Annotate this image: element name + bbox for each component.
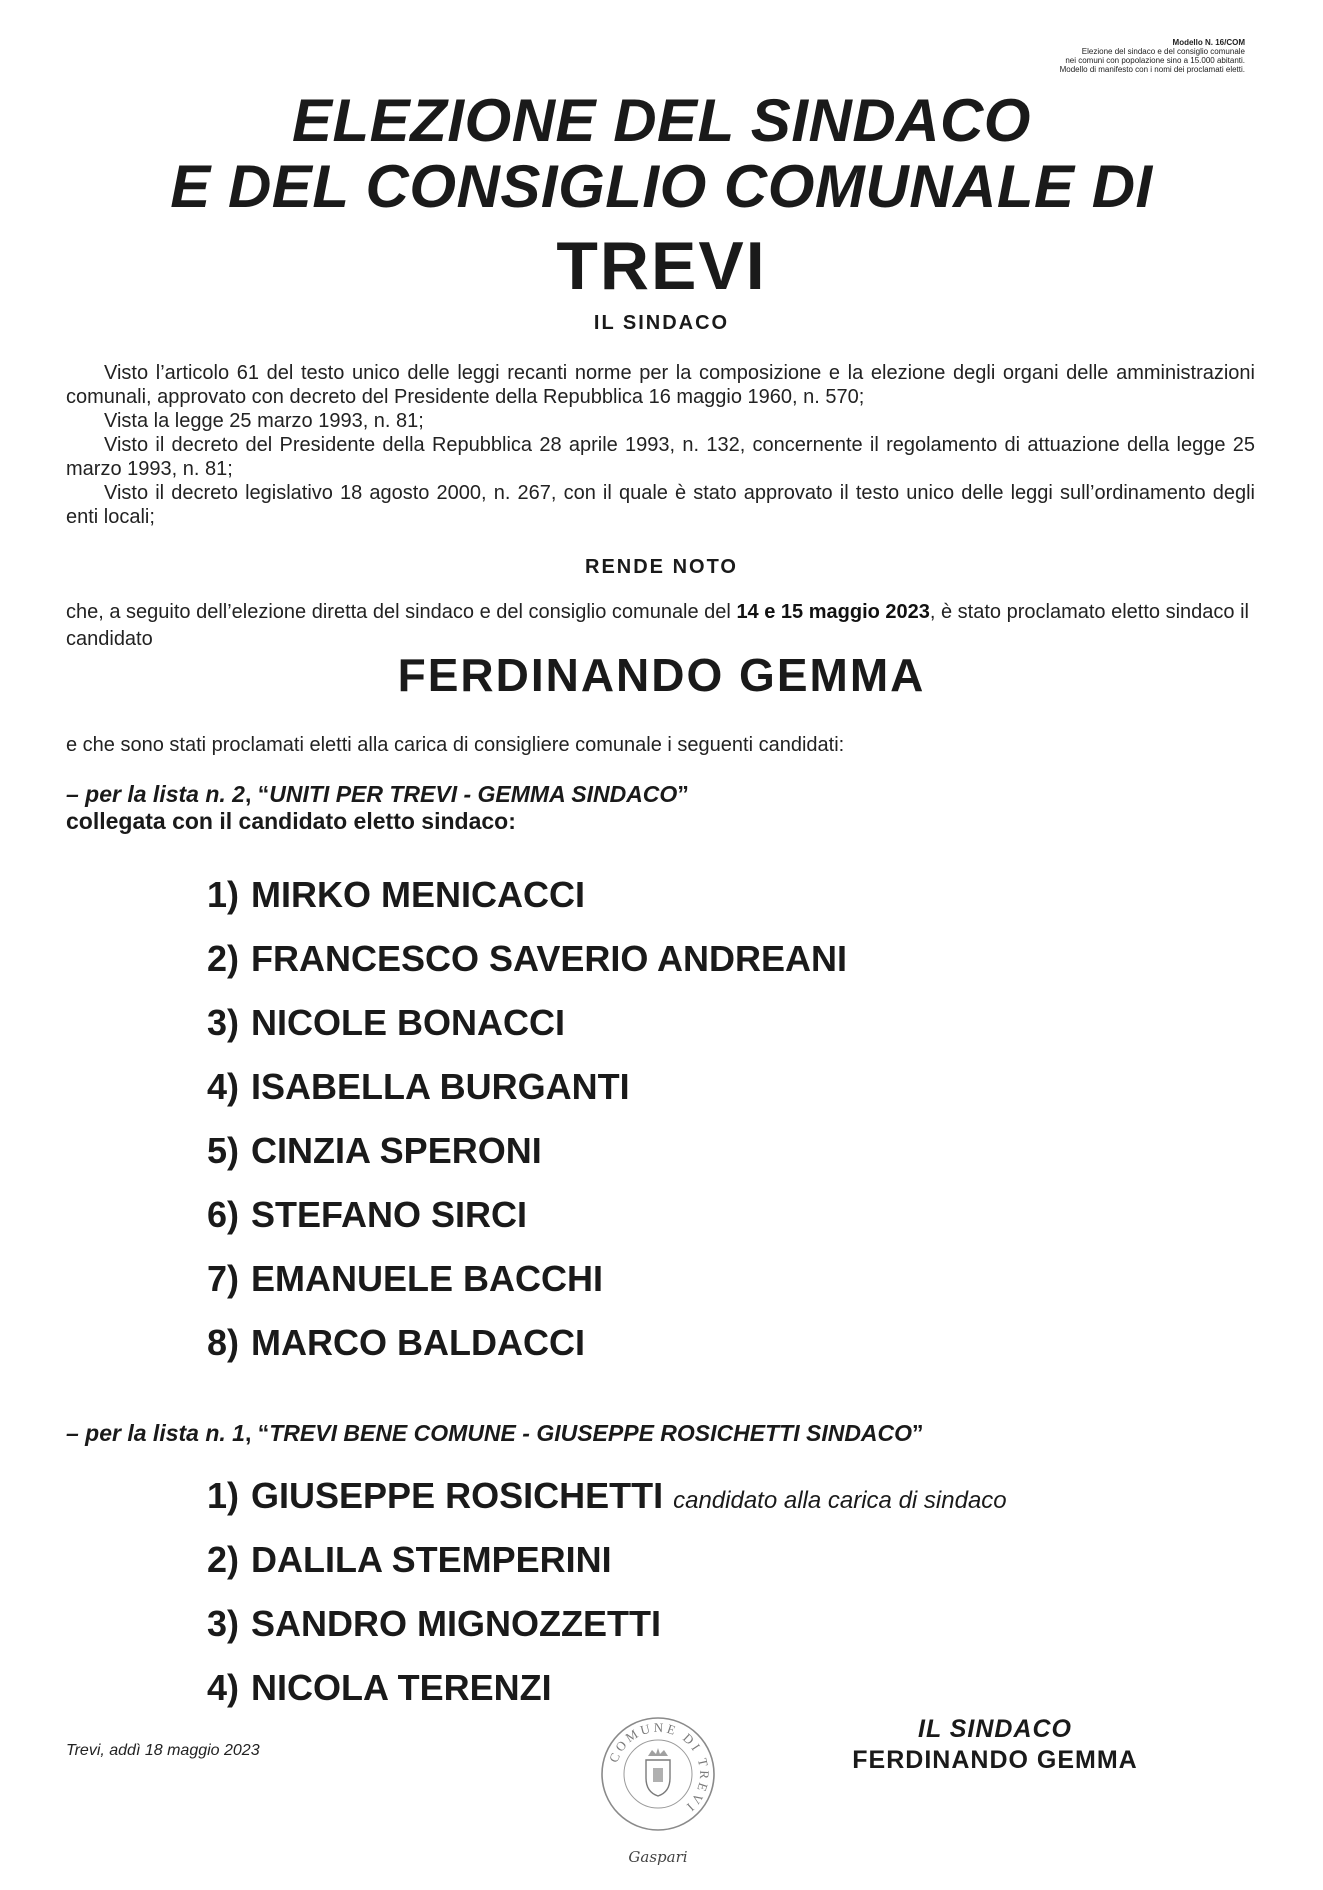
printer-mark: Gaspari <box>628 1848 688 1866</box>
candidate-item <box>207 927 847 991</box>
list-1-candidates <box>207 1464 1007 1720</box>
preamble-paragraph: Visto l’articolo 61 del testo unico delle leggi recanti norme per la composizione e la elezione degli organi delle amministrazioni comunali, approvato con decreto del Presidente della Repubblica 16 maggio 1960, n. 570; <box>66 362 1255 408</box>
election-title-line: E DEL CONSIGLIO COMUNALE DI <box>170 153 1153 220</box>
list-1-title <box>66 1420 924 1447</box>
list-2-title <box>66 781 689 808</box>
candidate-number: 1) <box>207 1475 240 1516</box>
candidate-name: GIUSEPPE ROSICHETTI <box>251 1475 664 1516</box>
candidate-number: 3) <box>207 1002 240 1043</box>
candidate-name: DALILA STEMPERINI <box>251 1539 612 1580</box>
candidate-number: 3) <box>207 1603 240 1644</box>
candidate-item <box>207 863 847 927</box>
list-1-quote-close: ” <box>912 1420 924 1446</box>
model-code-line: Elezione del sindaco e del consiglio comunale <box>1081 47 1245 56</box>
candidate-name: MARCO BALDACCI <box>251 1322 585 1363</box>
signature-name: FERDINANDO GEMMA <box>852 1746 1138 1774</box>
candidate-item <box>207 1119 847 1183</box>
signature-block <box>810 1714 1180 1776</box>
coat-of-arms-icon <box>646 1748 670 1796</box>
model-code-title: Modello N. 16/COM <box>1172 38 1245 47</box>
election-title-line: ELEZIONE DEL SINDACO <box>292 87 1031 154</box>
candidate-name: NICOLE BONACCI <box>251 1002 566 1043</box>
candidate-number: 6) <box>207 1194 240 1235</box>
candidate-note: candidato alla carica di sindaco <box>673 1487 1007 1514</box>
candidate-item <box>207 1656 1007 1720</box>
candidate-name: FRANCESCO SAVERIO ANDREANI <box>251 938 848 979</box>
announcement-text <box>66 599 1255 653</box>
municipal-seal <box>596 1712 720 1872</box>
candidate-number: 1) <box>207 874 240 915</box>
announcement-text-after: , è stato proclamato eletto sindaco il candidato <box>66 601 1249 650</box>
town-name: TREVI <box>556 228 767 304</box>
issuer-label: IL SINDACO <box>593 312 730 334</box>
candidate-number: 4) <box>207 1667 240 1708</box>
candidate-number: 4) <box>207 1066 240 1107</box>
list-2-quote-open: , “ <box>244 781 270 807</box>
legal-preamble <box>66 361 1255 529</box>
list-2-candidates <box>207 863 847 1375</box>
preamble-paragraph: Visto il decreto del Presidente della Repubblica 28 aprile 1993, n. 132, concernente il regolamento di attuazione della legge 25 marzo 1993, n. 81; <box>66 434 1255 480</box>
candidate-number: 8) <box>207 1322 240 1363</box>
model-code-notice <box>965 38 1245 74</box>
election-title <box>0 88 1323 220</box>
candidate-name: NICOLA TERENZI <box>251 1667 552 1708</box>
list-2-quote-close: ” <box>677 781 689 807</box>
candidate-name: MIRKO MENICACCI <box>251 874 585 915</box>
model-code-line: nei comuni con popolazione sino a 15.000 abitanti. <box>1065 56 1245 65</box>
candidate-item <box>207 1592 1007 1656</box>
signature-role: IL SINDACO <box>918 1715 1072 1743</box>
candidate-name: SANDRO MIGNOZZETTI <box>251 1603 661 1644</box>
candidate-number: 7) <box>207 1258 240 1299</box>
elected-councillors-intro: e che sono stati proclamati eletti alla carica di consigliere comunale i seguenti candidati: <box>66 734 845 756</box>
candidate-name: STEFANO SIRCI <box>251 1194 528 1235</box>
seal-text: COMUNE DI TREVI <box>605 1719 713 1817</box>
model-code-line: Modello di manifesto con i nomi dei proclamati eletti. <box>1059 65 1245 74</box>
list-1-prefix: – per la lista n. 1 <box>66 1420 245 1446</box>
candidate-number: 2) <box>207 938 240 979</box>
place-and-date: Trevi, addì 18 maggio 2023 <box>66 1742 260 1759</box>
preamble-paragraph: Visto il decreto legislativo 18 agosto 2000, n. 267, con il quale è stato approvato il testo unico delle leggi sull’ordinamento degli enti locali; <box>66 482 1255 528</box>
candidate-item <box>207 1311 847 1375</box>
list-2-name: UNITI PER TREVI - GEMMA SINDACO <box>269 781 678 807</box>
candidate-number: 5) <box>207 1130 240 1171</box>
candidate-name: CINZIA SPERONI <box>251 1130 542 1171</box>
candidate-name: ISABELLA BURGANTI <box>251 1066 630 1107</box>
candidate-item <box>207 1528 1007 1592</box>
candidate-item <box>207 1464 1007 1528</box>
candidate-item <box>207 1183 847 1247</box>
list-1-name: TREVI BENE COMUNE - GIUSEPPE ROSICHETTI SINDACO <box>269 1420 913 1446</box>
rende-noto-label: RENDE NOTO <box>585 556 738 578</box>
elected-mayor-name: FERDINANDO GEMMA <box>397 649 926 701</box>
announcement-text-before: che, a seguito dell’elezione diretta del sindaco e del consiglio comunale del <box>66 601 737 623</box>
list-2-prefix: – per la lista n. 2 <box>66 781 245 807</box>
election-dates: 14 e 15 maggio 2023 <box>736 601 930 623</box>
candidate-item <box>207 991 847 1055</box>
candidate-item <box>207 1055 847 1119</box>
candidate-item <box>207 1247 847 1311</box>
candidate-name: EMANUELE BACCHI <box>251 1258 604 1299</box>
list-1-quote-open: , “ <box>244 1420 270 1446</box>
list-1-heading <box>66 1420 924 1447</box>
list-2-subtitle: collegata con il candidato eletto sindaco: <box>66 808 516 834</box>
candidate-number: 2) <box>207 1539 240 1580</box>
list-2-heading <box>66 781 689 835</box>
preamble-paragraph: Vista la legge 25 marzo 1993, n. 81; <box>104 410 424 432</box>
